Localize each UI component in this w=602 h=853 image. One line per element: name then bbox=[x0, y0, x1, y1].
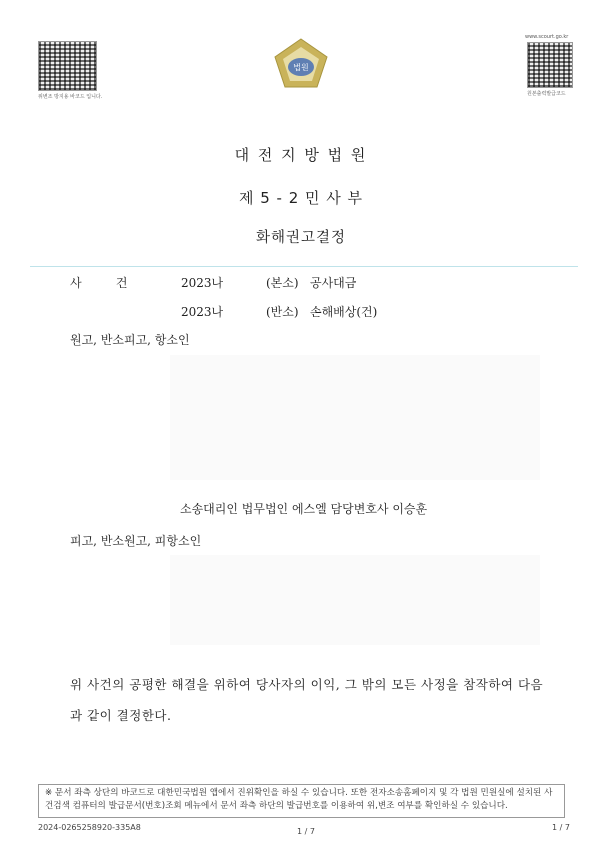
case-type-1: (본소) bbox=[266, 276, 299, 290]
title-rule bbox=[30, 266, 578, 267]
case-number-1: 2023나 bbox=[181, 276, 224, 290]
case-name-1: 공사대금 bbox=[310, 276, 357, 290]
page-number-center: 1 / 7 bbox=[297, 827, 315, 836]
verification-barcode-caption: 위변조 방지용 바코드 입니다. bbox=[38, 94, 103, 100]
case-number-2: 2023나 bbox=[181, 305, 224, 319]
case-type-2: (반소) bbox=[266, 305, 299, 319]
court-name: 대 전 지 방 법 원 bbox=[234, 146, 368, 164]
case-name-2: 손해배상(건) bbox=[310, 305, 378, 319]
issue-barcode bbox=[527, 42, 573, 88]
svg-text:법원: 법원 bbox=[293, 63, 309, 72]
issue-number: 2024-0265258920-335A8 bbox=[38, 823, 141, 832]
page-number-right: 1 / 7 bbox=[552, 823, 570, 832]
redacted-plaintiff-area bbox=[170, 355, 540, 480]
body-line-1: 위 사건의 공평한 해결을 위하여 당사자의 이익, 그 밖의 모든 사정을 참작하여 다음 bbox=[70, 677, 544, 692]
defendant-label: 피고, 반소원고, 피항소인 bbox=[70, 534, 202, 548]
redacted-defendant-area bbox=[170, 555, 540, 645]
case-label: 사 건 bbox=[70, 276, 128, 290]
body-line-2: 과 같이 결정한다. bbox=[70, 708, 172, 723]
court-emblem bbox=[272, 37, 330, 91]
site-url: www.scourt.go.kr bbox=[525, 34, 569, 40]
plaintiff-label: 원고, 반소피고, 항소인 bbox=[70, 333, 190, 347]
verification-barcode bbox=[38, 41, 97, 91]
issue-barcode-caption: 원본출력발급코드 bbox=[527, 91, 566, 97]
document-title: 화해권고결정 bbox=[255, 230, 347, 246]
verification-notice: ※ 문서 좌측 상단의 바코드로 대한민국법원 앱에서 진위확인을 하실 수 있습니다. 또한 전자소송홈페이지 및 각 법원 민원실에 설치된 사건검색 컴퓨터의 발급문서(번호)조회 메뉴에서 문서 좌측 하단의 발급번호를 이용하여 위,변조 여부를 확인하실 수 있습니다. bbox=[38, 784, 565, 818]
attorney-line: 소송대리인 법무법인 에스엘 담당변호사 이승훈 bbox=[180, 502, 428, 516]
division-name: 제 5 - 2 민 사 부 bbox=[238, 189, 364, 207]
